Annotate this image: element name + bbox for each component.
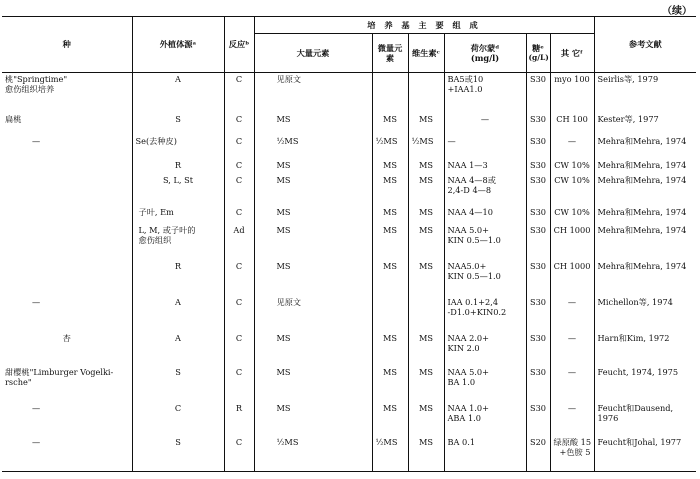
cell-vitamin (408, 73, 444, 113)
cell-hormone: — (444, 135, 526, 159)
cell-reference: Kester等, 1977 (594, 113, 696, 135)
cell-sugar: S30 (526, 332, 550, 366)
cell-reference: Seirlis等, 1979 (594, 73, 696, 113)
table-row (2, 436, 696, 472)
cell-macro: MS (254, 260, 372, 296)
cell-explant: A (132, 332, 224, 366)
cell-reference: Mehra和Mehra, 1974 (594, 260, 696, 296)
cell-sugar: S30 (526, 159, 550, 174)
cell-hormone: IAA 0.1+2,4 -D1.0+KIN0.2 (444, 296, 526, 332)
cell-other: CH 100 (550, 113, 594, 135)
cell-micro: MS (372, 224, 408, 260)
cell-other: — (550, 402, 594, 436)
cell-macro: MS (254, 159, 372, 174)
cell-macro: MS (254, 113, 372, 135)
cell-response: R (224, 402, 254, 436)
cell-other: CH 1000 (550, 224, 594, 260)
cell-reference: Mehra和Mehra, 1974 (594, 224, 696, 260)
table-row (2, 332, 696, 366)
header-species: 种 (2, 17, 132, 73)
header-other: 其 它ᶠ (550, 34, 594, 73)
cell-sugar: S30 (526, 135, 550, 159)
cell-species (2, 174, 132, 206)
cell-species: — (32, 402, 41, 413)
cell-vitamin: MS (408, 174, 444, 206)
cell-sugar: S30 (526, 113, 550, 135)
cell-macro: MS (254, 206, 372, 224)
cell-other: — (550, 332, 594, 366)
cell-hormone: NAA 1—3 (444, 159, 526, 174)
cell-macro: MS (254, 402, 372, 436)
cell-explant: 子叶, Em (132, 206, 224, 224)
cell-explant: A (132, 296, 224, 332)
cell-macro: MS (254, 332, 372, 366)
cell-micro: MS (372, 366, 408, 402)
cell-sugar: S20 (526, 436, 550, 472)
cell-species: — (2, 436, 132, 472)
cell-micro: MS (372, 113, 408, 135)
cell-other: CW 10% (550, 174, 594, 206)
cell-micro (372, 296, 408, 332)
cell-explant: S, L, St (132, 174, 224, 206)
cell-other: myo 100 (550, 73, 594, 113)
header-response: 反应ᵇ (224, 17, 254, 73)
table-row (2, 206, 696, 224)
cell-response: C (224, 366, 254, 402)
cell-macro: ½MS (254, 436, 372, 472)
cell-micro: MS (372, 206, 408, 224)
cell-explant: S (132, 113, 224, 135)
cell-reference: Feucht, 1974, 1975 (594, 366, 696, 402)
cell-macro: 见原文 (254, 73, 372, 113)
header-sugar: 糖ᵉ (g/L) (526, 34, 550, 73)
header-medium-group: 培 养 基 主 要 组 成 (254, 17, 594, 34)
continued-label: （续） (662, 6, 692, 17)
medium-table (2, 16, 696, 472)
cell-hormone: NAA 2.0+ KIN 2.0 (444, 332, 526, 366)
cell-sugar: S30 (526, 296, 550, 332)
cell-macro: ½MS (254, 135, 372, 159)
cell-explant: A (132, 73, 224, 113)
cell-vitamin: MS (408, 332, 444, 366)
cell-species (2, 159, 132, 174)
cell-species (2, 224, 132, 260)
cell-sugar: S30 (526, 224, 550, 260)
table-row (2, 224, 696, 260)
cell-vitamin: MS (408, 224, 444, 260)
table-row (2, 296, 696, 332)
cell-micro (372, 73, 408, 113)
cell-explant: Se(去种皮) (132, 135, 224, 159)
cell-reference: Feucht和Johal, 1977 (594, 436, 696, 472)
cell-species: 扁桃 (5, 113, 22, 124)
table-row (2, 113, 696, 135)
header-explant: 外植体源ᵃ (132, 17, 224, 73)
table-row (2, 73, 696, 113)
cell-other: — (550, 135, 594, 159)
cell-micro: MS (372, 332, 408, 366)
cell-explant: S (132, 436, 224, 472)
cell-response: C (224, 296, 254, 332)
header-hormone: 荷尔蒙ᵈ (mg/l) (444, 34, 526, 73)
cell-hormone: BA5或10 +IAA1.0 (444, 73, 526, 113)
header-vitamin: 维生素ᶜ (408, 34, 444, 73)
cell-vitamin: MS (408, 113, 444, 135)
cell-micro: ½MS (372, 436, 408, 472)
cell-reference: Michellon等, 1974 (594, 296, 696, 332)
cell-sugar: S30 (526, 366, 550, 402)
cell-other: CW 10% (550, 159, 594, 174)
cell-hormone: NAA 4—8或 2,4-D 4—8 (444, 174, 526, 206)
cell-vitamin: MS (408, 206, 444, 224)
cell-response: Ad (224, 224, 254, 260)
cell-species: 杏 (62, 332, 71, 343)
cell-sugar: S30 (526, 174, 550, 206)
cell-other: CH 1000 (550, 260, 594, 296)
cell-species: — (32, 296, 41, 307)
cell-species (2, 206, 132, 224)
cell-response: C (224, 73, 254, 113)
table-row (2, 260, 696, 296)
cell-response: C (224, 135, 254, 159)
header-reference: 参考文献 (594, 17, 696, 73)
cell-reference: Mehra和Mehra, 1974 (594, 206, 696, 224)
table-row (2, 135, 696, 159)
cell-sugar: S30 (526, 260, 550, 296)
cell-macro: 见原文 (254, 296, 372, 332)
cell-sugar: S30 (526, 206, 550, 224)
cell-other: CW 10% (550, 206, 594, 224)
cell-reference: Mehra和Mehra, 1974 (594, 159, 696, 174)
cell-micro: MS (372, 402, 408, 436)
cell-vitamin: MS (408, 436, 444, 472)
cell-hormone: NAA 1.0+ ABA 1.0 (444, 402, 526, 436)
cell-explant: R (132, 260, 224, 296)
cell-response: C (224, 260, 254, 296)
cell-species: 桃"Springtime" 愈伤组织培养 (5, 74, 68, 95)
cell-reference: Feucht和Dausend, 1976 (594, 402, 696, 436)
cell-macro: MS (254, 366, 372, 402)
table-row (2, 402, 696, 436)
cell-micro: MS (372, 174, 408, 206)
table-row (2, 159, 696, 174)
cell-vitamin: MS (408, 159, 444, 174)
cell-sugar: S30 (526, 73, 550, 113)
header-macro: 大量元素 (254, 34, 372, 73)
cell-micro: MS (372, 260, 408, 296)
cell-macro: MS (254, 224, 372, 260)
cell-hormone: BA 0.1 (444, 436, 526, 472)
cell-reference: Mehra和Mehra, 1974 (594, 174, 696, 206)
cell-response: C (224, 436, 254, 472)
table-row (2, 366, 696, 402)
cell-response: C (224, 113, 254, 135)
cell-other: — (550, 296, 594, 332)
cell-response: C (224, 332, 254, 366)
cell-response: C (224, 159, 254, 174)
cell-explant: C (132, 402, 224, 436)
cell-sugar: S30 (526, 402, 550, 436)
cell-response: C (224, 174, 254, 206)
cell-species: 甜樱桃"Limburger Vogelki- rsche" (5, 366, 114, 387)
cell-species (2, 260, 132, 296)
cell-species: — (32, 135, 41, 146)
cell-micro: ½MS (372, 135, 408, 159)
cell-vitamin: MS (408, 260, 444, 296)
cell-other: — (550, 366, 594, 402)
cell-hormone: NAA 5.0+ BA 1.0 (444, 366, 526, 402)
cell-other: 绿原酸 15 +色胺 5 (550, 436, 594, 472)
cell-reference: Harn和Kim, 1972 (594, 332, 696, 366)
cell-reference: Mehra和Mehra, 1974 (594, 135, 696, 159)
table-row (2, 174, 696, 206)
cell-explant: S (132, 366, 224, 402)
cell-vitamin (408, 296, 444, 332)
cell-vitamin: ½MS (408, 135, 444, 159)
cell-vitamin: MS (408, 402, 444, 436)
cell-explant: L, M, 或子叶的 愈伤组织 (132, 224, 224, 260)
cell-hormone: NAA 4—10 (444, 206, 526, 224)
cell-micro: MS (372, 159, 408, 174)
cell-vitamin: MS (408, 366, 444, 402)
cell-hormone: — (444, 113, 526, 135)
cell-response: C (224, 206, 254, 224)
header-micro: 微量元素 (372, 34, 408, 73)
cell-hormone: NAA 5.0+ KIN 0.5—1.0 (444, 224, 526, 260)
cell-explant: R (132, 159, 224, 174)
cell-hormone: NAA5.0+ KIN 0.5—1.0 (444, 260, 526, 296)
cell-macro: MS (254, 174, 372, 206)
